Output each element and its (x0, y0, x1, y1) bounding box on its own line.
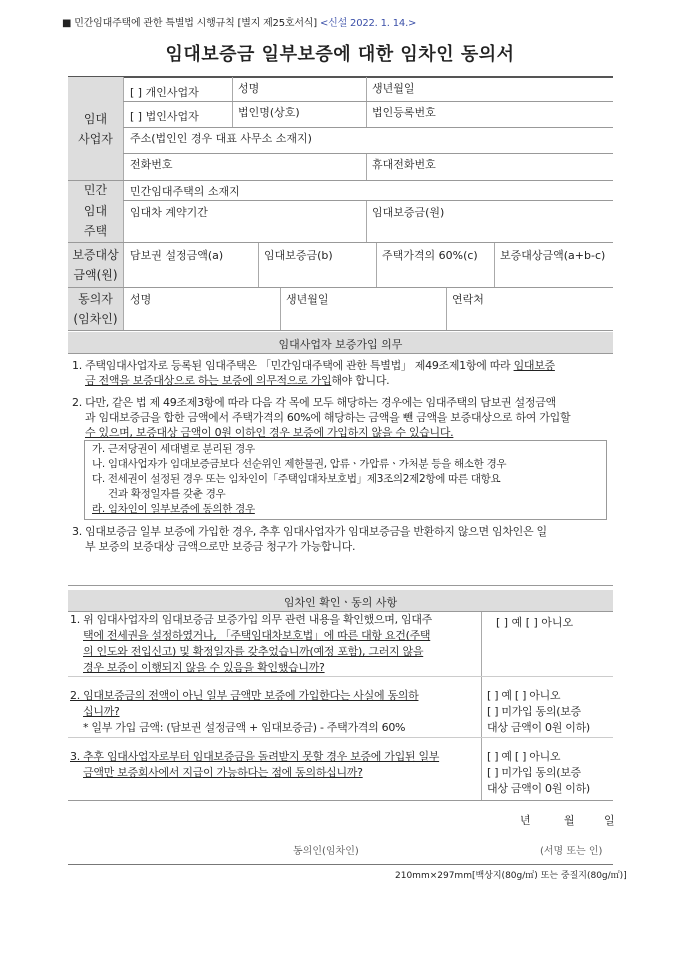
housing-label-1: 민간 (83, 183, 108, 197)
col-a-label: 담보권 설정금액(a) (130, 249, 224, 262)
divider (68, 864, 613, 865)
landlord-birth-label: 생년월일 (372, 82, 415, 95)
date-month: 월 (564, 814, 575, 827)
page-title: 임대보증금 일부보증에 대한 임차인 동의서 (165, 44, 515, 65)
condition-item: 가. 근저당권이 세대별로 분리된 경우 (92, 443, 255, 455)
answer-3-options[interactable] (487, 749, 613, 797)
p1-part-c: 금 전액을 보증대상으로 하는 보증에 의무적으로 가입 (85, 374, 332, 387)
condition-item: 라. 임차인이 일부보증에 동의한 경우 (92, 503, 255, 515)
divider (376, 243, 377, 287)
date-day: 일 (604, 814, 615, 827)
answer-2-options[interactable] (487, 688, 613, 736)
q2-line: 2. 임대보증금의 전액이 아닌 일부 금액만 보증에 가입한다는 사실에 동의하 (70, 689, 419, 702)
divider (123, 153, 613, 154)
new-note: <신설 2022. 1. 14.> (319, 18, 417, 29)
answer-option-note: 대상 금액이 0원 이하) (487, 782, 590, 795)
duty-paragraph-3 (72, 524, 612, 554)
q3-line: 3. 추후 임대사업자로부터 임대보증금을 돌려받지 못할 경우 보증에 가입된 일부 (70, 750, 440, 763)
phone-label: 전화번호 (130, 158, 173, 171)
answer-option[interactable]: [ ] 예 [ ] 아니오 (487, 689, 561, 702)
paper-spec: 210mm×297mm[백상지(80g/㎡) 또는 중질지(80g/㎡)] (395, 871, 627, 881)
q1-line: 의 인도와 전입신고) 및 확정일자를 갖추었습니까(예정 포함), 그러지 않을 (83, 645, 424, 658)
condition-item: 다. 전세권이 설정된 경우 또는 임차인이「주택임대차보호법」제3조의2제2항에 따른 대항요 (92, 473, 501, 485)
form-ref-text: ■ 민간임대주택에 관한 특별법 시행규칙 [별지 제25호서식] (62, 18, 317, 29)
q1-line: 경우 보증이 이행되지 않을 수 있음을 확인했습니까? (83, 661, 325, 674)
question-1 (70, 612, 480, 676)
divider (68, 287, 613, 288)
duty-paragraph-2 (72, 395, 612, 440)
consenter-signature-label: 동의인(임차인) (293, 846, 359, 857)
location-label: 민간임대주택의 소재지 (130, 185, 240, 198)
divider (68, 800, 613, 801)
divider (258, 243, 259, 287)
divider (68, 737, 613, 738)
q1-line: 택에 전세권을 설정하였거나, 「주택임대차보호법」에 따른 대항 요건(주택 (83, 629, 431, 642)
guarantee-label-1: 보증대상 (72, 248, 119, 262)
duty-title: 임대사업자 보증가입 의무 (278, 338, 403, 351)
divider (68, 330, 613, 331)
question-3 (70, 749, 480, 781)
consenter-label-2: (임차인) (73, 312, 118, 326)
condition-item: 나. 임대사업자가 임대보증금보다 선순위인 제한물권, 압류ㆍ가압류ㆍ가처분 등을 해소한 경우 (92, 458, 507, 470)
answer-1-options[interactable]: [ ] 예 [ ] 아니오 (496, 616, 574, 629)
divider (68, 676, 613, 677)
conditions-list (92, 442, 604, 517)
consenter-name-label: 성명 (130, 293, 152, 306)
corporate-checkbox[interactable]: [ ] 법인사업자 (130, 110, 199, 123)
divider (68, 242, 613, 243)
col-b-label: 임대보증금(b) (264, 249, 333, 262)
table-top-border (68, 76, 613, 78)
mobile-label: 휴대전화번호 (372, 158, 436, 171)
date-year: 년 (520, 814, 531, 827)
consenter-birth-label: 생년월일 (286, 293, 329, 306)
duty-paragraph-1 (72, 358, 612, 388)
answer-option-note: 대상 금액이 0원 이하) (487, 721, 590, 734)
p1-part-b: 임대보증 (513, 359, 555, 372)
address-label: 주소(법인인 경우 대표 사무소 소재지) (130, 132, 312, 145)
answer-option[interactable]: [ ] 미가입 동의(보증 (487, 705, 581, 718)
divider (123, 77, 124, 180)
consenter-label-1: 동의자 (78, 292, 113, 306)
landlord-name-label: 성명 (238, 82, 260, 95)
divider (494, 243, 495, 287)
p2-line-1: 2. 다만, 같은 법 제 49조제3항에 따라 다음 각 목에 모두 해당하는 경우에는 임대주택의 담보권 설정금액 (72, 396, 556, 409)
sign-note: (서명 또는 인) (540, 846, 603, 857)
p3-line-1: 3. 임대보증금 일부 보증에 가입한 경우, 추후 임대사업자가 임대보증금을 반환하지 않으면 임차인은 일 (72, 525, 547, 538)
question-2 (70, 688, 480, 736)
p2-line-2: 과 임대보증금을 합한 금액에서 주택가격의 60%에 해당하는 금액을 뺀 금액을 보증대상으로 하여 가입할 (85, 411, 571, 424)
landlord-label-1: 임대 (83, 112, 108, 126)
divider (123, 181, 124, 242)
q3-line: 금액만 보증회사에서 지급이 가능하다는 점에 동의하십니까? (83, 766, 363, 779)
corp-name-label: 법인명(상호) (238, 106, 300, 119)
corp-reg-label: 법인등록번호 (372, 106, 436, 119)
p1-part-a: 1. 주택임대사업자로 등록된 임대주택은 「민간임대주택에 관한 특별법」 제49조제1항에 따라 (72, 359, 514, 372)
divider (366, 77, 367, 127)
divider (446, 288, 447, 330)
divider (123, 101, 613, 102)
p3-line-2: 부 보증의 보증대상 금액으로만 보증금 청구가 가능합니다. (85, 540, 356, 553)
confirm-title: 임차인 확인ㆍ동의 사항 (283, 596, 398, 609)
consenter-contact-label: 연락처 (452, 293, 484, 306)
col-total-label: 보증대상금액(a+b-c) (500, 249, 606, 262)
deposit-label: 임대보증금(원) (372, 206, 445, 219)
answer-option[interactable]: [ ] 예 [ ] 아니오 (487, 750, 561, 763)
housing-label-3: 주택 (83, 224, 108, 238)
divider (68, 353, 613, 354)
form-reference (62, 14, 416, 29)
p2-line-3: 수 있으며, 보증대상 금액이 0원 이하인 경우 보증에 가입하지 않을 수 있습니다. (85, 426, 454, 439)
answer-option[interactable]: [ ] 미가입 동의(보증 (487, 766, 581, 779)
divider (68, 585, 613, 586)
p1-part-d: 해야 합니다. (331, 374, 390, 387)
divider (280, 288, 281, 330)
divider (366, 153, 367, 180)
guarantee-label-2: 금액(원) (73, 268, 118, 282)
housing-label-2: 임대 (83, 204, 108, 218)
divider (123, 200, 613, 201)
col-c-label: 주택가격의 60%(c) (382, 249, 478, 262)
divider (123, 127, 613, 128)
divider (123, 288, 124, 330)
divider (366, 201, 367, 242)
divider (68, 180, 613, 181)
q2-line: * 일부 가입 금액: (담보권 설정금액 + 임대보증금) - 주택가격의 60% (83, 721, 406, 734)
landlord-label-2: 사업자 (78, 132, 113, 146)
divider (481, 612, 482, 800)
divider (232, 77, 233, 127)
condition-item: 건과 확정일자를 갖춘 경우 (108, 488, 226, 500)
divider (123, 243, 124, 287)
period-label: 임대차 계약기간 (130, 206, 208, 219)
individual-checkbox[interactable]: [ ] 개인사업자 (130, 86, 199, 99)
q2-line: 십니까? (83, 705, 120, 718)
q1-line: 1. 위 임대사업자의 임대보증금 보증가입 의무 관련 내용을 확인했으며, 임대주 (70, 613, 432, 626)
